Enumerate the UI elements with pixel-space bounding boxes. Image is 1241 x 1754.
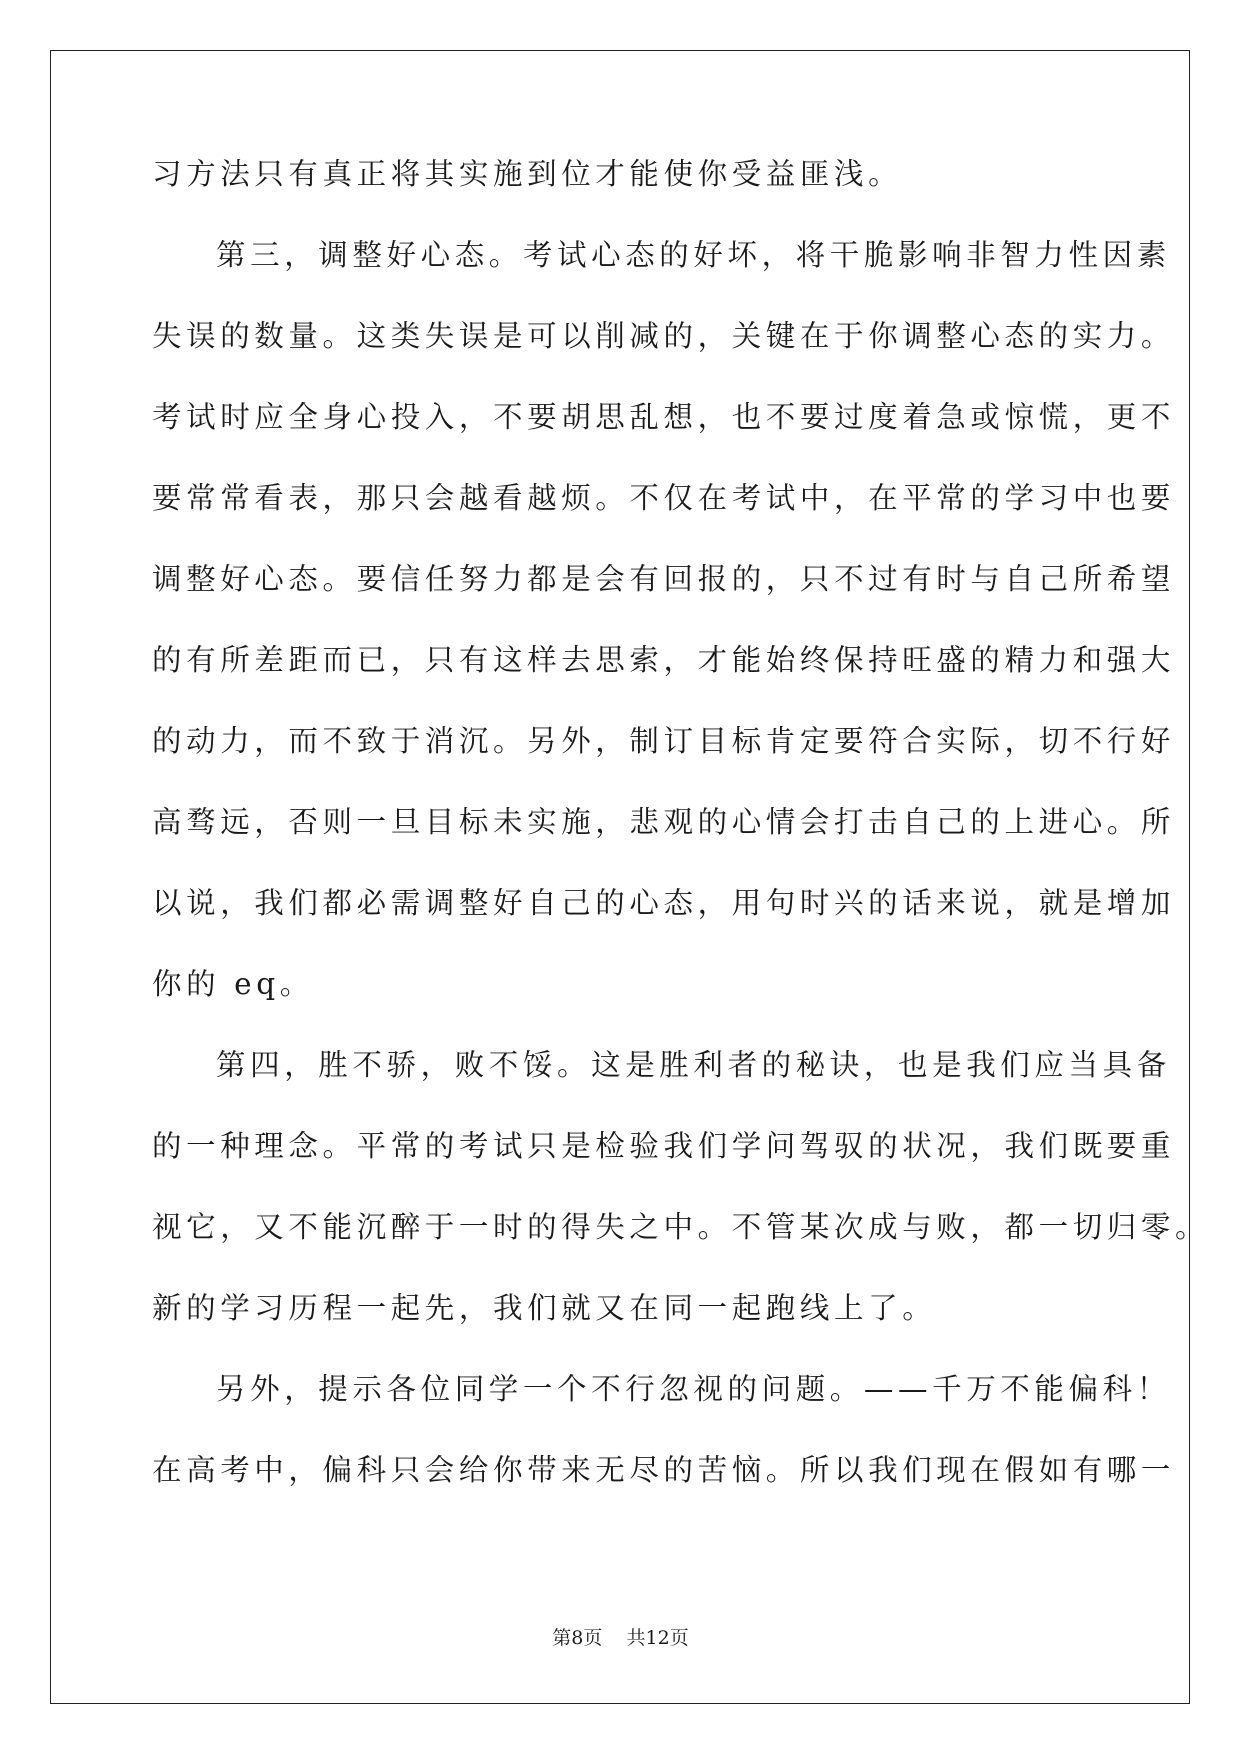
paragraph-start-line: 另外，提示各位同学一个不行忽视的问题。——千万不能偏科！	[216, 1372, 1171, 1406]
text-line: 失误的数量。这类失误是可以削减的，关键在于你调整心态的实力。	[152, 319, 1176, 353]
text-line: 以说，我们都必需调整好自己的心态，用句时兴的话来说，就是增加	[152, 886, 1176, 920]
text-line: 你的 eq。	[152, 967, 314, 1001]
page-number: 第8页	[552, 1627, 603, 1649]
text-line: 习方法只有真正将其实施到位才能使你受益匪浅。	[152, 157, 903, 191]
text-line: 新的学习历程一起先，我们就又在同一起跑线上了。	[152, 1291, 937, 1325]
text-line: 考试时应全身心投入，不要胡思乱想，也不要过度着急或惊慌，更不	[152, 400, 1176, 434]
text-line: 调整好心态。要信任努力都是会有回报的，只不过有时与自己所希望	[152, 562, 1176, 596]
text-line: 要常常看表，那只会越看越烦。不仅在考试中，在平常的学习中也要	[152, 481, 1176, 515]
paragraph-start-line: 第四，胜不骄，败不馁。这是胜利者的秘诀，也是我们应当具备	[216, 1048, 1171, 1082]
paragraph-start-line: 第三，调整好心态。考试心态的好坏，将干脆影响非智力性因素	[216, 238, 1171, 272]
text-line: 的动力，而不致于消沉。另外，制订目标肯定要符合实际，切不行好	[152, 724, 1176, 758]
text-line: 视它，又不能沉醉于一时的得失之中。不管某次成与败，都一切归零。	[152, 1210, 1210, 1244]
document-body	[152, 152, 1210, 1529]
text-line: 的有所差距而已，只有这样去思索，才能始终保持旺盛的精力和强大	[152, 643, 1176, 677]
text-line: 的一种理念。平常的考试只是检验我们学问驾驭的状况，我们既要重	[152, 1129, 1176, 1163]
text-line: 高骛远，否则一旦目标未实施，悲观的心情会打击自己的上进心。所	[152, 805, 1176, 839]
text-line: 在高考中，偏科只会给你带来无尽的苦恼。所以我们现在假如有哪一	[152, 1453, 1176, 1487]
page-total: 共12页	[626, 1627, 689, 1649]
page-footer	[0, 1626, 1241, 1650]
